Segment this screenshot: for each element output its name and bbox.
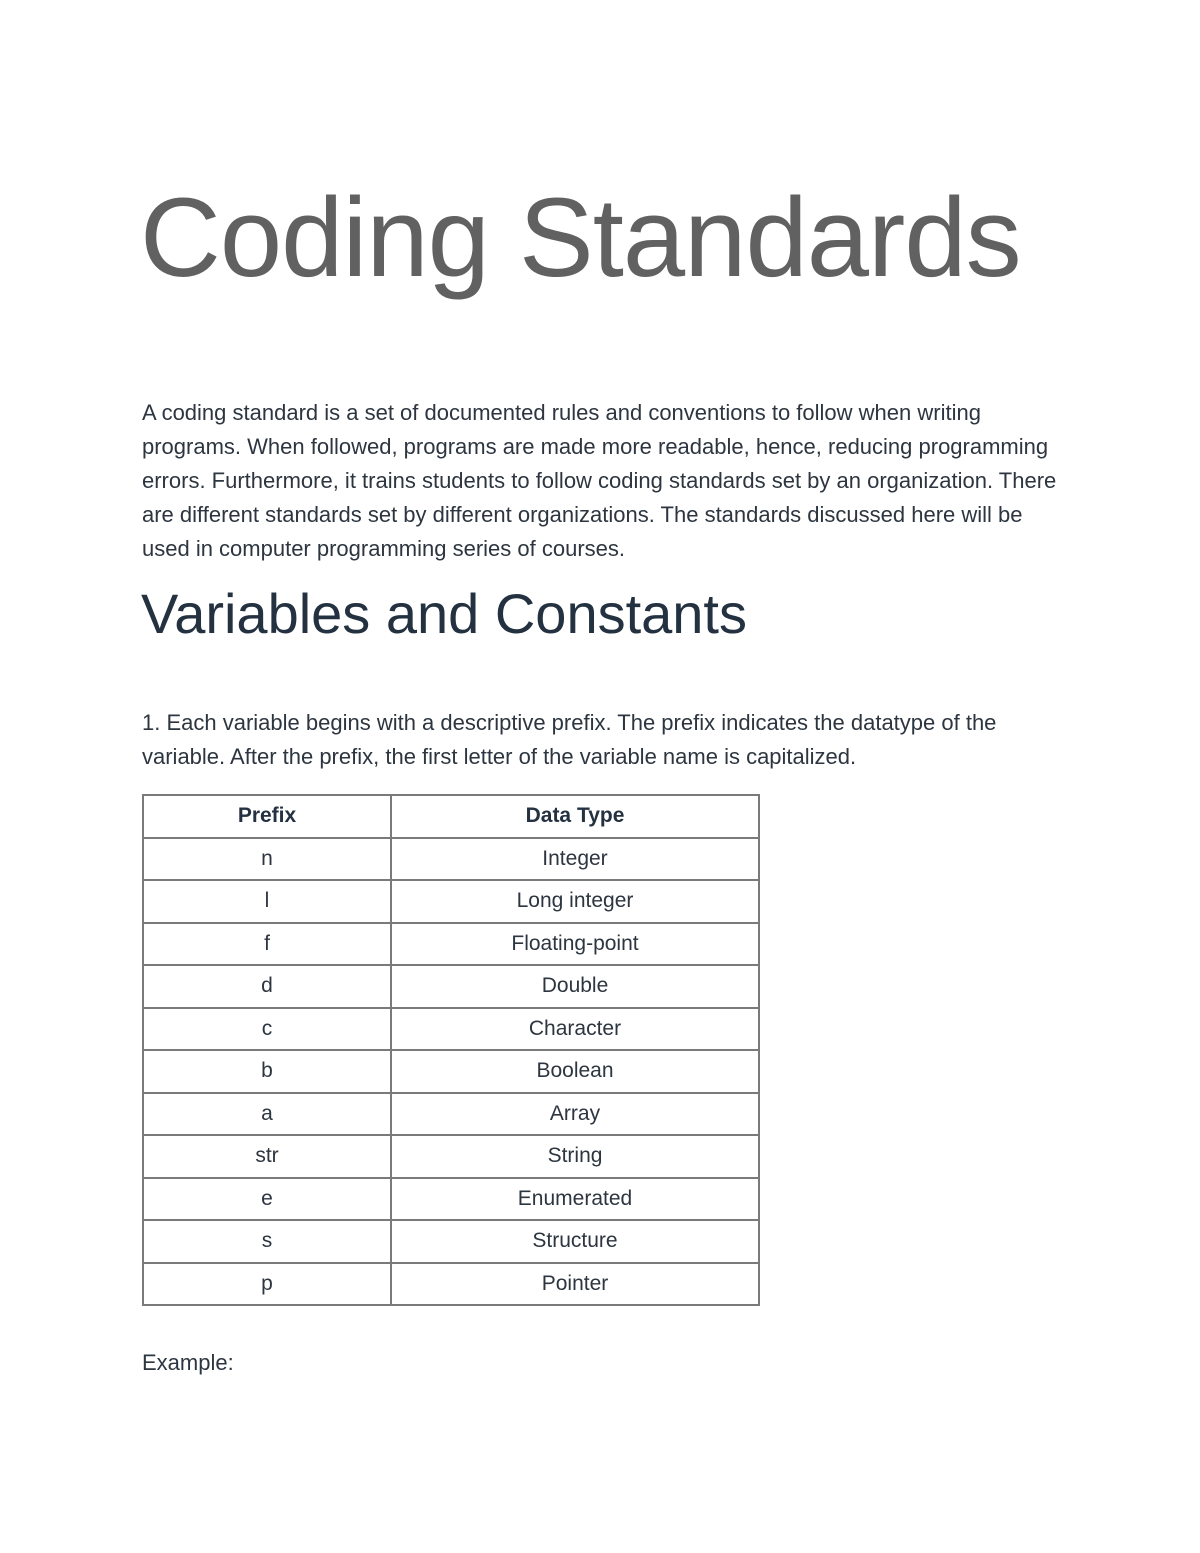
table-row [143, 1135, 759, 1178]
prefix-cell: d [143, 965, 391, 1008]
prefix-table [142, 794, 760, 1306]
data-type-cell: Enumerated [391, 1178, 759, 1221]
data-type-cell: Integer [391, 838, 759, 881]
prefix-cell: c [143, 1008, 391, 1051]
header-data-type: Data Type [391, 795, 759, 838]
section-heading: Variables and Constants [141, 582, 747, 645]
table-row [143, 1050, 759, 1093]
prefix-cell: s [143, 1220, 391, 1263]
rule-1-text: 1. Each variable begins with a descriptive prefix. The prefix indicates the datatype of the variable. After the prefix, the first letter of the variable name is capitalized. [142, 710, 997, 769]
intro-paragraph: A coding standard is a set of documented rules and conventions to follow when writing programs. When followed, programs are made more readable, hence, reducing programming errors. Furthermore, it trains students to follow coding standards set by an organization. There are different standards set by different organizations. The standards discussed here will be used in computer programming series of courses. [142, 400, 1057, 561]
data-type-cell: Array [391, 1093, 759, 1136]
prefix-cell: str [143, 1135, 391, 1178]
data-type-cell: Pointer [391, 1263, 759, 1306]
table-row [143, 1008, 759, 1051]
prefix-cell: b [143, 1050, 391, 1093]
table-row [143, 1263, 759, 1306]
data-type-cell: Character [391, 1008, 759, 1051]
data-type-cell: String [391, 1135, 759, 1178]
prefix-cell: a [143, 1093, 391, 1136]
example-label: Example: [142, 1350, 234, 1375]
prefix-cell: n [143, 838, 391, 881]
table-row [143, 838, 759, 881]
data-type-cell: Structure [391, 1220, 759, 1263]
prefix-cell: f [143, 923, 391, 966]
page-title: Coding Standards [140, 175, 1021, 300]
prefix-cell: p [143, 1263, 391, 1306]
table-row [143, 880, 759, 923]
data-type-cell: Double [391, 965, 759, 1008]
table-row [143, 923, 759, 966]
data-type-cell: Boolean [391, 1050, 759, 1093]
table-row [143, 1178, 759, 1221]
table-row [143, 1093, 759, 1136]
table-header-row [143, 795, 759, 838]
prefix-cell: e [143, 1178, 391, 1221]
table-row [143, 1220, 759, 1263]
header-prefix: Prefix [143, 795, 391, 838]
prefix-cell: l [143, 880, 391, 923]
table-row [143, 965, 759, 1008]
data-type-cell: Floating-point [391, 923, 759, 966]
data-type-cell: Long integer [391, 880, 759, 923]
